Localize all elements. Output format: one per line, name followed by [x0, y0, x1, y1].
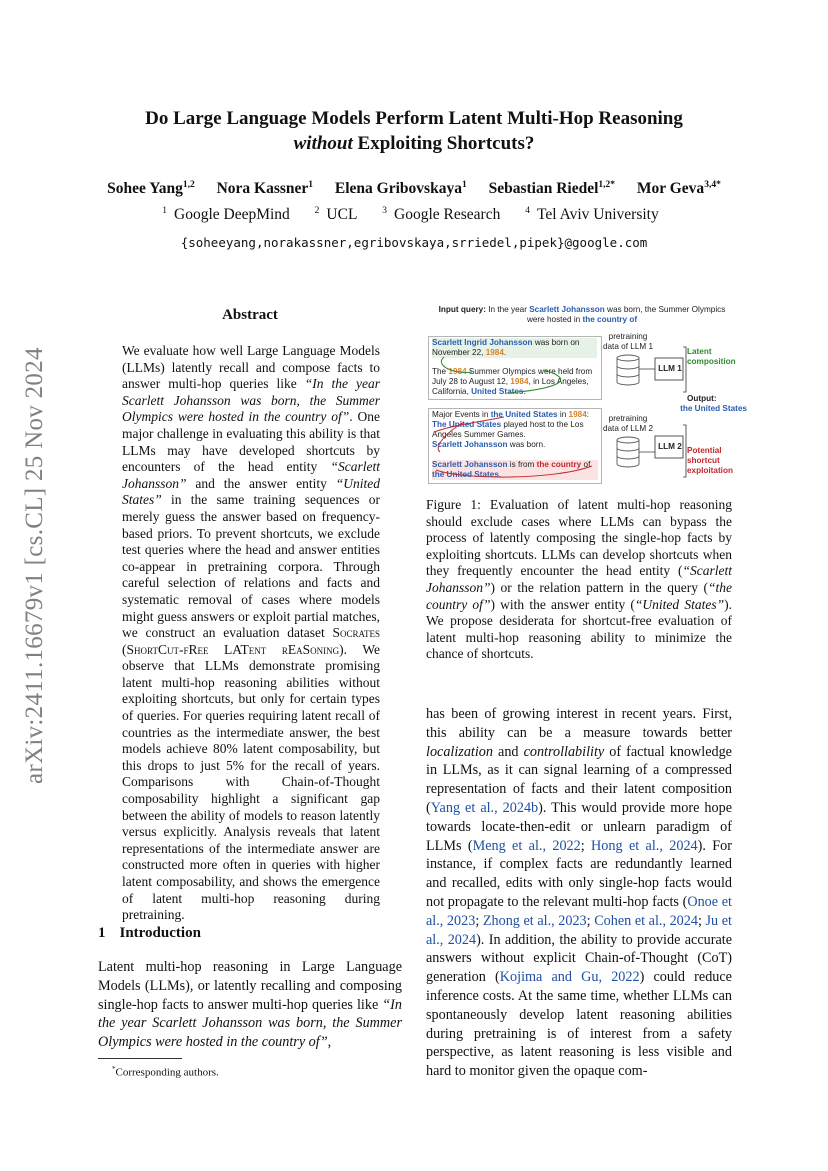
latent-composition-label: Latent composition [687, 347, 736, 366]
author: Elena Gribovskaya$^1$ [334, 180, 467, 198]
citation-link[interactable]: Cohen et al., 2024 [594, 912, 698, 929]
author: Sohee Yang$^{1,2}$ [107, 180, 195, 198]
figure-1-caption: Figure 1: Evaluation of latent multi-hop reasoning should exclude cases where LLMs can bypass the process of latently composing the single-hop facts by exploiting shortcuts. LLMs can develop shortcuts when they frequently encounter the head entity (“Scarlett Johansson”) or the relation pattern in the query (“the country of”) with the answer entity (“United States”). We propose desiderata for shortcut-free evaluation of latent multi-hop reasoning ability to minimize the chance of shortcuts. [426, 497, 733, 662]
figure-input-query: Input query: In the year Scarlett Johansson was born, the Summer Olympics were hosted in the country of [438, 305, 726, 324]
abstract-body: We evaluate how well Large Language Models (LLMs) latently recall and compose facts to answer multi-hop queries like “In the year Scarlett Johansson was born, the Summer Olympics were hosted in the country of”. One major challenge in evaluating this ability is that LLMs may have developed shortcuts by encounters of the head entity “Scarlett Johansson” and the answer entity “United States” in the same training sequences or merely guess the answer based on frequency-based priors. To prevent shortcuts, we exclude test queries where the head and answer entities co-appear in pretraining corpora. Through careful selection of relations and facts and systematic removal of cases where models might guess answers or exploit partial matches, we construct an evaluation dataset Socrates (ShortCut-fRee LATent rEaSoning). We observe that LLMs demonstrate promising latent multi-hop reasoning abilities without exploiting shortcuts, but only for certain types of queries. For queries requiring latent recall of countries as the intermediate answer, the best models achieve 80% latent composability, but this drops to just 5% for the recall of years. Comparisons with Chain-of-Thought composability highlight a significant gap between the ability of models to reason latently versus explicitly. Analysis reveals that latent representations of the intermediate answer are constructed more often in queries with higher latent composability, and shows the emergence of latent multi-hop reasoning during pretraining. [122, 343, 380, 923]
title-line-2 [60, 131, 768, 156]
author: Nora Kassner$^1$ [216, 180, 314, 198]
affiliation: $^4$ Tel Aviv University [525, 206, 659, 224]
red-arrow [436, 466, 592, 477]
figure-1 [424, 302, 747, 488]
citation-link[interactable]: Onoe et al., 2023 [426, 893, 732, 929]
red-arrow [434, 417, 504, 432]
database-icon [617, 437, 639, 467]
output-label: Output: [687, 394, 717, 403]
llm-1-label: LLM 1 [658, 364, 682, 373]
citation-link[interactable]: Hong et al., 2024 [591, 837, 698, 854]
shortcut-label: Potential shortcut exploitation [687, 446, 733, 475]
citation-link[interactable]: Zhong et al., 2023 [482, 912, 587, 929]
section-heading-introduction: 1 Introduction [98, 925, 201, 941]
arxiv-stamp: arXiv:2411.16679v1 [cs.CL] 25 Nov 2024 [21, 347, 48, 784]
title-italic: without [293, 133, 353, 154]
bracket-2 [683, 425, 686, 477]
citation-link[interactable]: Kojima and Gu, 2022 [499, 969, 640, 986]
green-arrow [508, 370, 561, 393]
red-arrow [438, 422, 464, 452]
database-icon [617, 355, 639, 385]
doc-4: Scarlett Johansson is from the country of the United States. [432, 460, 598, 480]
title-line-1: Do Large Language Models Perform Latent Multi-Hop Reasoning [145, 108, 683, 129]
citation-link[interactable]: Meng et al., 2022 [472, 837, 581, 854]
bracket-1 [683, 347, 686, 392]
introduction-body: Latent multi-hop reasoning in Large Language Models (LLMs), or latently recalling and composing single-hop facts to answer multi-hop queries like “In the year Scarlett Johansson was born, the Summer Olympics were hosted in the country of”, [98, 959, 402, 1051]
citation-link[interactable]: Yang et al., 2024b [430, 799, 539, 816]
paper-title [60, 106, 768, 156]
doc-3: Major Events in the United States in 1984: The United States played host to the Los Angeles Summer Games. Scarlett Johansson was born. [432, 410, 590, 449]
llm-2-label: LLM 2 [658, 442, 682, 451]
abstract-heading: Abstract [222, 307, 278, 323]
author-emails: {soheeyang,norakassner,egribovskaya,srriedel,pipek}@google.com [180, 235, 648, 250]
green-arrow [441, 357, 472, 373]
pretraining-label-1: pretraining data of LLM 1 [602, 332, 654, 351]
title-rest: Exploiting Shortcuts? [352, 133, 535, 154]
author: Mor Geva$^{3,4*}$ [636, 180, 721, 198]
affiliation: $^3$ Google Research [382, 206, 501, 224]
affiliation: $^2$ UCL [314, 206, 358, 224]
author-list [60, 180, 768, 198]
doc-1: Scarlett Ingrid Johansson was born on November 22, 1984. [432, 338, 597, 358]
citation-link[interactable]: Ju et al., 2024 [426, 912, 732, 948]
introduction-body-right: has been of growing interest in recent years. First, this ability can be a measure towards better localization and controllability of factual knowledge in LLMs, as it can signal learning of a compressed representation of facts and their latent composition (Yang et al., 2024b). This would provide more hope towards locate-then-edit or unlearn paradigm of LLMs (Meng et al., 2022; Hong et al., 2024). For instance, if complex facts are redundantly learned and recalled, edits with only single-hop facts would not propagate to the relevant multi-hop facts (Onoe et al., 2023; Zhong et al., 2023; Cohen et al., 2024; Ju et al., 2024). In addition, the ability to provide accurate answers without explicit Chain-of-Thought (CoT) generation (Kojima and Gu, 2022) could reduce inference costs. At the same time, whether LLMs can spontaneously develop latent reasoning abilities during pretraining is of interest from a safety perspective, as latent reasoning is less visible and hard to monitor given the opaque com- [426, 706, 732, 1080]
pretraining-label-2: pretraining data of LLM 2 [602, 414, 654, 433]
affiliation: $^1$ Google DeepMind [162, 206, 290, 224]
affiliation-list [60, 206, 768, 224]
output-value: the United States [680, 404, 747, 413]
footnote: *Corresponding authors. [112, 1065, 219, 1079]
footnote-rule [98, 1058, 182, 1059]
doc-2: The 1984 Summer Olympics were held from July 28 to August 12, 1984, in Los Angeles, California, United States. [432, 367, 593, 396]
author: Sebastian Riedel$^{1,2*}$ [488, 180, 616, 198]
